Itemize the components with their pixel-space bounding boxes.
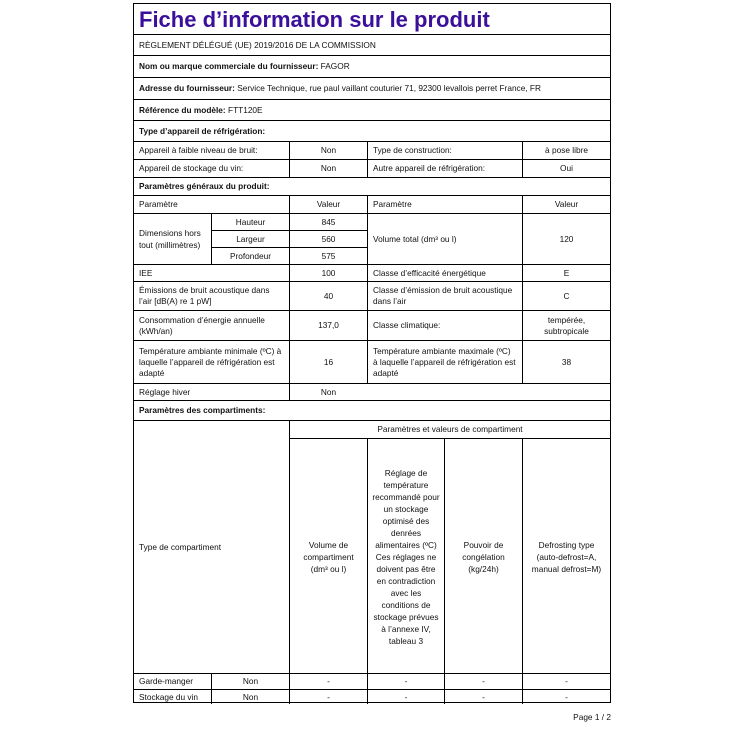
noise-label: Émissions de bruit acoustique dans l’air [dB(A) re 1 pW]	[139, 285, 270, 306]
total-volume-label: Volume total (dm³ ou l)	[367, 214, 522, 264]
compartments-label: Paramètres des compartiments:	[139, 405, 266, 415]
low-noise-row	[134, 142, 610, 160]
height-label: Hauteur	[211, 214, 289, 231]
page-number: Page 1 / 2	[573, 712, 611, 722]
appliance-type-label: Type d’appareil de réfrigération:	[139, 125, 266, 136]
supplier-address-label: Adresse du fournisseur:	[139, 83, 235, 93]
dimensions-row	[134, 214, 610, 265]
iee-value: 100	[289, 265, 367, 281]
appliance-type-row	[134, 121, 610, 142]
compartment-temp: -	[367, 674, 444, 689]
general-params-label: Paramètres généraux du produit:	[139, 181, 270, 191]
supplier-name-label: Nom ou marque commerciale du fournisseur:	[139, 61, 319, 71]
winter-label: Réglage hiver	[139, 386, 191, 397]
value-header-right: Valeur	[522, 196, 610, 213]
col-temp-header: Réglage de température recommandé pour un stockage optimisé des denrées alimentaires (ºC) Ces réglages ne doivent pas être en contradiction avec les conditions de stockage prévues à l’annexe IV, tableau 3	[367, 439, 444, 674]
col-freezing-header: Pouvoir de congélation (kg/24h)	[444, 439, 522, 674]
general-params-row	[134, 178, 610, 196]
compartment-volume: -	[289, 690, 367, 704]
regulation-text: RÈGLEMENT DÉLÉGUÉ (UE) 2019/2016 DE LA COMMISSION	[139, 39, 376, 50]
param-header-left: Paramètre	[139, 199, 178, 209]
tmin-value: 16	[289, 341, 367, 383]
iee-row	[134, 265, 610, 282]
winter-value: Non	[289, 384, 367, 400]
noise-value: 40	[289, 282, 367, 310]
value-header-left: Valeur	[289, 196, 367, 213]
construction-value: à pose libre	[522, 142, 610, 159]
wine-label: Appareil de stockage du vin:	[139, 163, 244, 173]
page-title: Fiche d’information sur le produit	[134, 4, 610, 35]
model-row	[134, 100, 610, 121]
compartment-params-header: Paramètres et valeurs de compartiment	[289, 421, 610, 439]
compartment-name: Garde-manger	[139, 676, 193, 686]
low-noise-value: Non	[289, 142, 367, 159]
wine-value: Non	[289, 160, 367, 177]
params-header-row	[134, 196, 610, 214]
climate-label: Classe climatique:	[367, 311, 522, 340]
col-volume-header: Volume de compartiment (dm³ ou l)	[289, 439, 367, 674]
supplier-name-row	[134, 56, 610, 78]
supplier-address-value: Service Technique, rue paul vaillant couturier 71, 92300 levallois perret France, FR	[237, 83, 541, 93]
col-defrost-header: Defrosting type (auto-defrost=A, manual defrost=M)	[522, 439, 610, 674]
consumption-value: 137,0	[289, 311, 367, 340]
construction-label: Type de construction:	[367, 142, 522, 159]
dimensions-label: Dimensions hors tout (millimètres)	[139, 228, 201, 250]
model-value: FTT120E	[228, 104, 263, 115]
compartment-freezing: -	[444, 674, 522, 689]
other-label: Autre appareil de réfrigération:	[367, 160, 522, 177]
tmax-value: 38	[522, 341, 610, 383]
compartment-header-row	[134, 421, 610, 674]
regulation-row	[134, 35, 610, 56]
noise-row	[134, 282, 610, 311]
compartments-heading-row	[134, 401, 610, 421]
winter-row	[134, 384, 610, 401]
tmax-label: Température ambiante maximale (ºC) à laquelle l’appareil de réfrigération est adapté	[367, 341, 522, 383]
compartment-defrost: -	[522, 674, 610, 689]
climate-value: tempérée, subtropicale	[522, 311, 610, 340]
total-volume-value: 120	[522, 214, 610, 264]
energy-class-value: E	[522, 265, 610, 281]
energy-class-label: Classe d’efficacité énergétique	[367, 265, 522, 281]
consumption-label: Consommation d’énergie annuelle (kWh/an)	[139, 314, 265, 336]
model-label: Référence du modèle:	[139, 104, 226, 115]
compartment-volume: -	[289, 674, 367, 689]
param-header-right: Paramètre	[367, 196, 522, 213]
consumption-row	[134, 311, 610, 341]
compartment-present: Non	[211, 690, 289, 704]
compartment-type-label: Type de compartiment	[139, 541, 222, 552]
product-sheet	[133, 3, 611, 703]
supplier-address-row	[134, 78, 610, 100]
wine-row	[134, 160, 610, 178]
iee-label: IEE	[139, 267, 153, 278]
low-noise-label: Appareil à faible niveau de bruit:	[139, 145, 258, 155]
table-row	[134, 674, 610, 690]
compartment-temp: -	[367, 690, 444, 704]
height-value: 845	[289, 214, 367, 231]
depth-value: 575	[289, 248, 367, 265]
width-value: 560	[289, 231, 367, 248]
other-value: Oui	[522, 160, 610, 177]
noise-class-label: Classe d’émission de bruit acoustique dans l’air	[367, 282, 522, 310]
width-label: Largeur	[211, 231, 289, 248]
compartment-freezing: -	[444, 690, 522, 704]
compartment-present: Non	[211, 674, 289, 689]
depth-label: Profondeur	[211, 248, 289, 265]
winter-empty	[367, 384, 522, 400]
supplier-name-value: FAGOR	[320, 61, 350, 71]
compartment-defrost: -	[522, 690, 610, 704]
temperature-row	[134, 341, 610, 384]
tmin-label: Température ambiante minimale (ºC) à laquelle l’appareil de réfrigération est adapté	[139, 345, 282, 378]
table-row	[134, 690, 610, 704]
compartment-name: Stockage du vin	[139, 691, 199, 702]
noise-class-value: C	[522, 282, 610, 310]
